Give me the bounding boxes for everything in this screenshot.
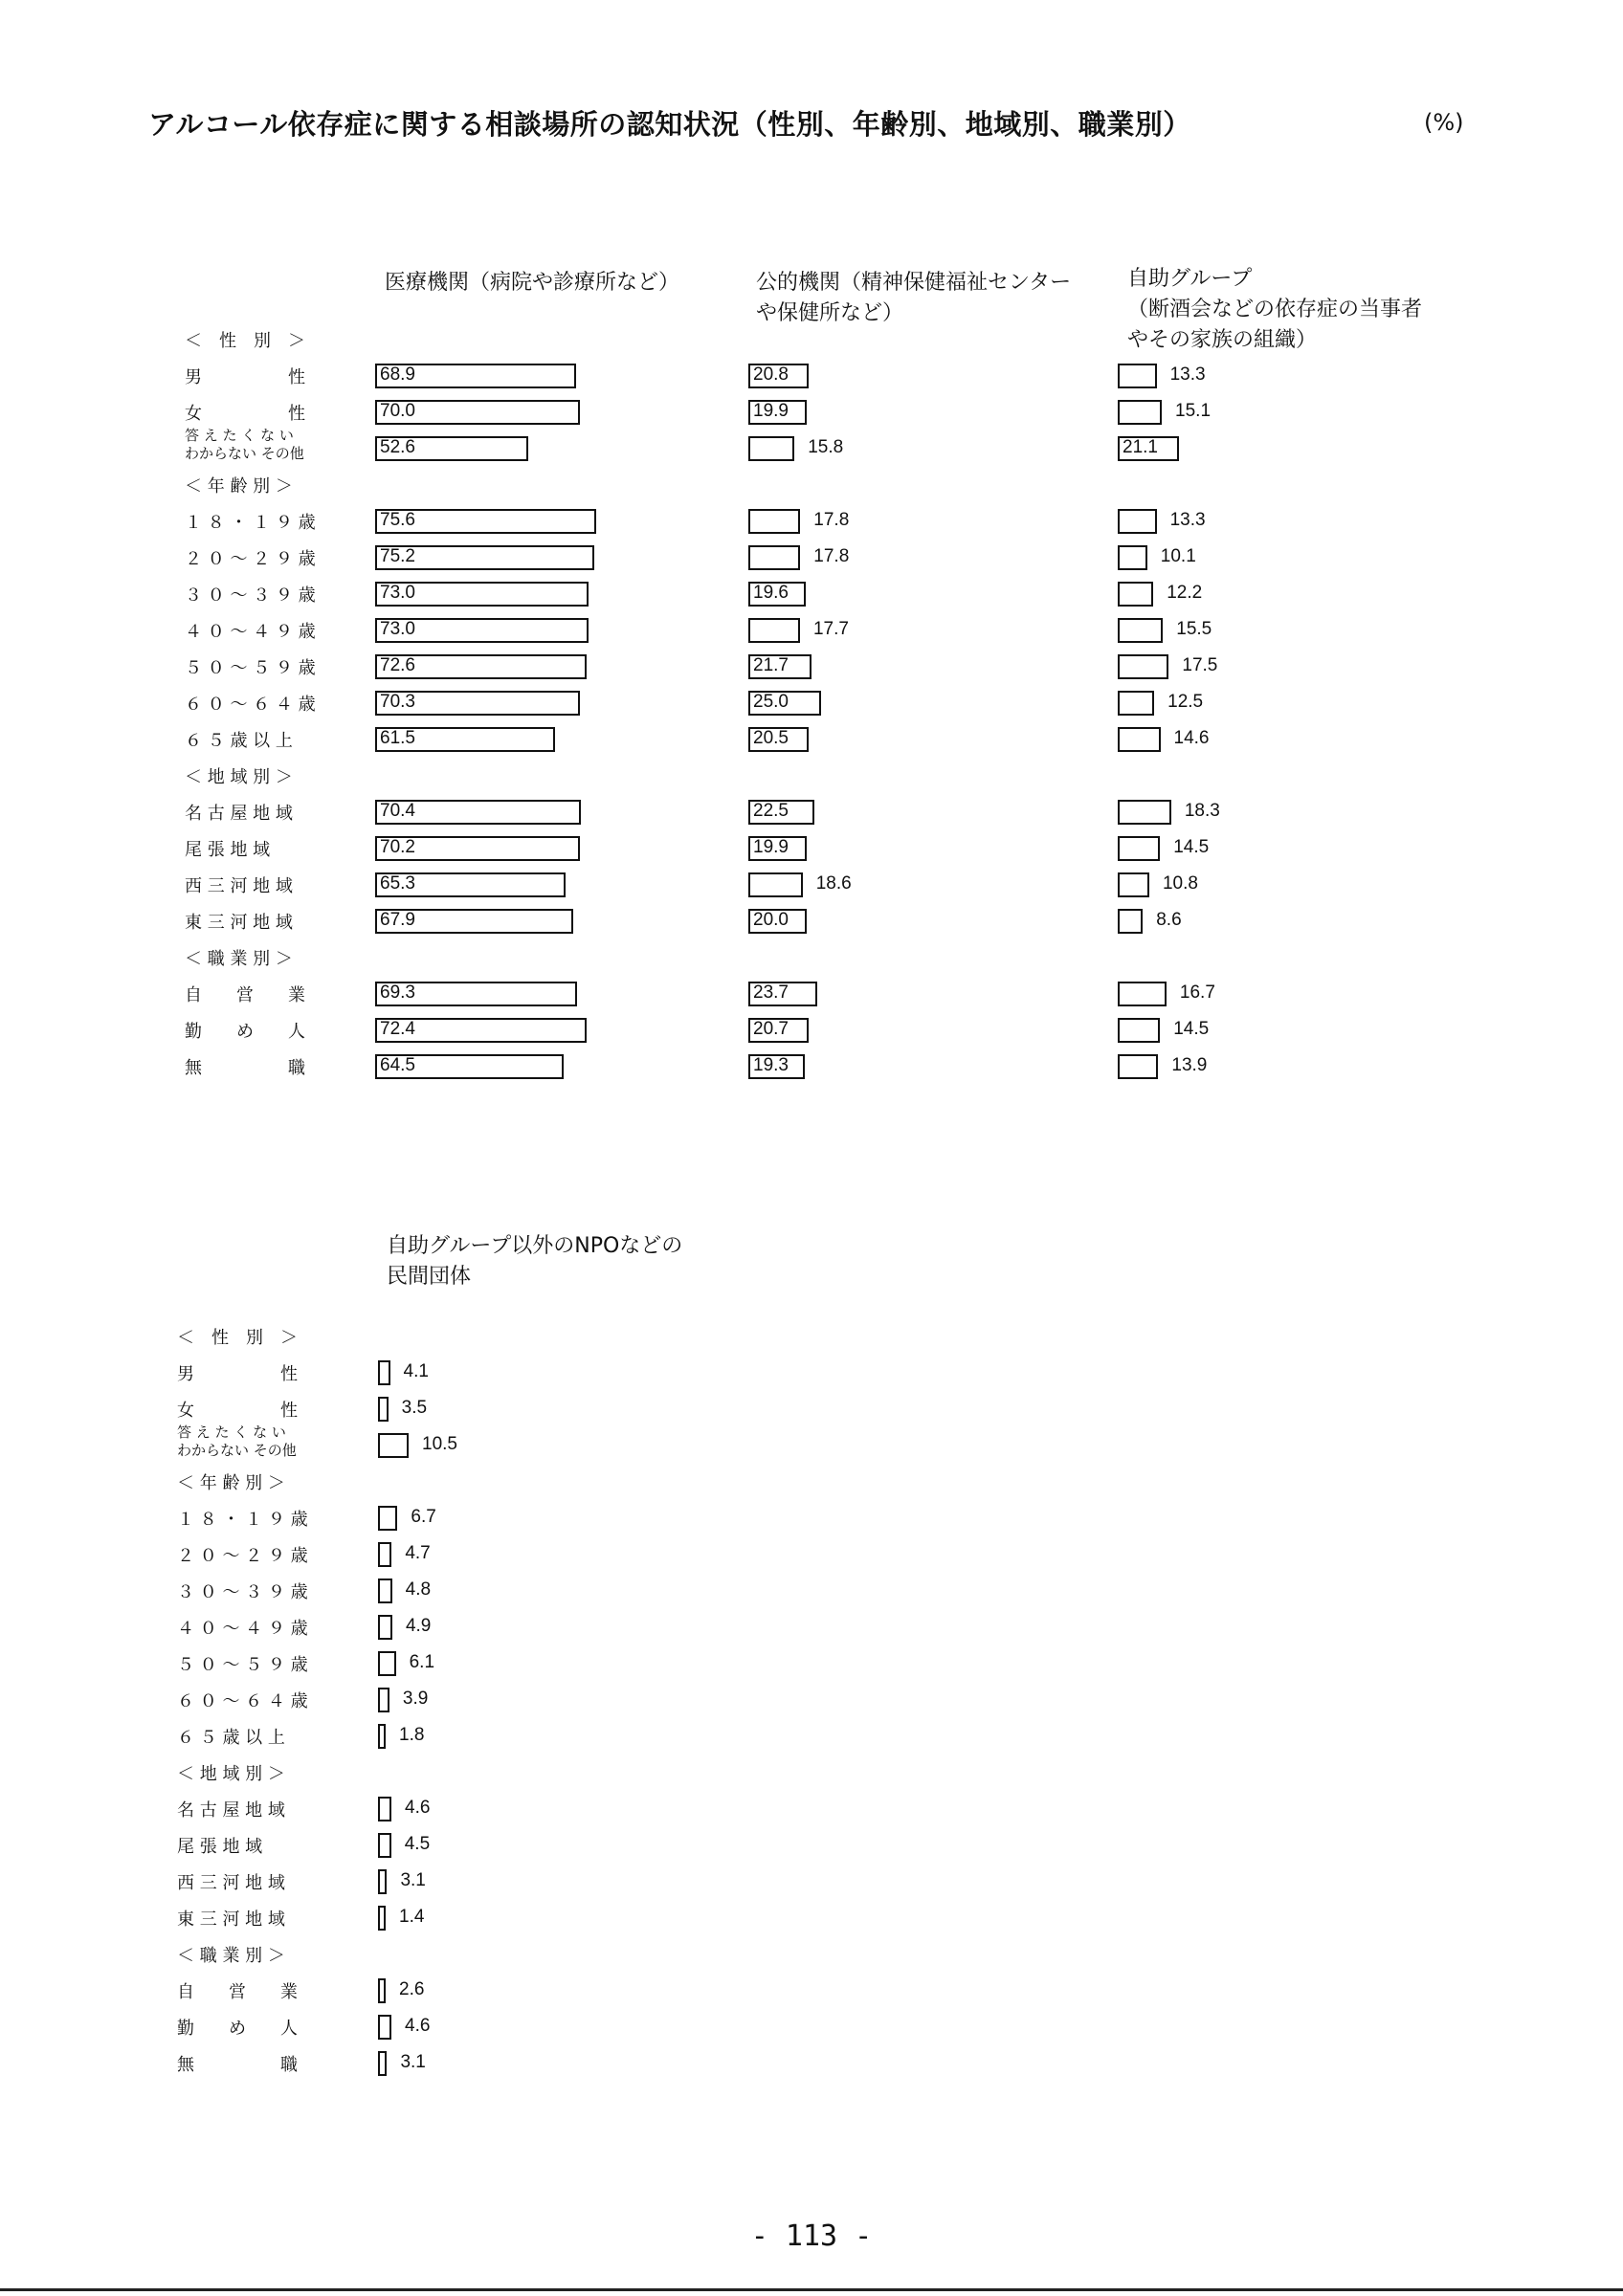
chart-3-bar-15 [378,2015,391,2040]
chart-2-bar-7 [1118,654,1168,679]
chart-1-bar-6 [748,618,800,643]
chart-0-value-12: 65.3 [380,873,415,894]
chart-0-value-13: 67.9 [380,910,415,930]
chart-0-value-6: 73.0 [380,619,415,639]
chart-2-value-15: 14.5 [1173,1019,1210,1039]
chart-3-value-9: 1.8 [399,1725,425,1745]
chart-0-value-1: 70.0 [380,401,415,421]
chart-0-value-14: 69.3 [380,982,415,1003]
row-label-3-15: 西 三 河 地 域 [177,1873,285,1893]
chart-3-bar-2 [378,1433,409,1458]
chart-2-bar-8 [1118,691,1154,716]
chart-0-value-0: 68.9 [380,364,415,385]
chart-3-value-3: 6.7 [411,1507,436,1527]
chart-2-value-6: 15.5 [1176,619,1212,639]
section-label-0-17: ＜ 職 業 別 ＞ [185,949,293,969]
chart-3-value-1: 3.5 [401,1398,428,1418]
page-number: - 113 - [750,2219,873,2253]
chart-1-value-5: 19.6 [753,583,789,603]
chart-3-value-12: 3.1 [400,1870,426,1890]
chart-1-bar-2 [748,436,794,461]
chart-3-bar-14 [378,1978,386,2003]
section-label-0-4: ＜ 年 齢 別 ＞ [185,476,293,497]
chart-0-value-11: 70.2 [380,837,415,857]
chart-1-value-8: 25.0 [753,692,789,712]
row-label-3-13: 名 古 屋 地 域 [177,1800,285,1821]
row-label-0-1: 男 性 [185,367,305,387]
row-label-0-9: ５ ０ ～ ５ ９ 歳 [185,658,316,678]
row-label-3-1: 男 性 [177,1364,298,1384]
row-label-3-20: 無 職 [177,2055,298,2075]
chart-2-value-12: 10.8 [1162,873,1198,894]
row-label-0-8: ４ ０ ～ ４ ９ 歳 [185,622,316,642]
chart-3-value-6: 4.9 [405,1616,432,1636]
row-label-0-11: ６ ５ 歳 以 上 [185,731,293,751]
chart-3-header: 自助グループ以外のNPOなどの 民間団体 [387,1234,683,1289]
chart-2-value-16: 13.9 [1171,1055,1208,1075]
chart-1-value-6: 17.7 [812,619,849,639]
chart-1-value-13: 20.0 [753,910,789,930]
chart-2-bar-3 [1118,509,1157,534]
chart-3-bar-6 [378,1615,392,1640]
row-label-0-5: １ ８ ・ １ ９ 歳 [185,513,316,533]
bottom-rule [0,2288,1623,2291]
section-label-3-17: ＜ 職 業 別 ＞ [177,1946,285,1966]
chart-0-value-2: 52.6 [380,437,415,457]
row-label-3-18: 自 営 業 [177,1982,298,2002]
row-label-0-16: 東 三 河 地 域 [185,913,293,933]
row-label-0-10: ６ ０ ～ ６ ４ 歳 [185,695,316,715]
section-label-3-4: ＜ 年 齢 別 ＞ [177,1473,285,1493]
chart-0-value-5: 73.0 [380,583,415,603]
chart-3-bar-8 [378,1688,389,1712]
chart-2-value-3: 13.3 [1169,510,1206,530]
chart-3-value-14: 2.6 [399,1979,425,1999]
row-label-3-16: 東 三 河 地 域 [177,1910,285,1930]
row-label-0-13: 名 古 屋 地 域 [185,804,293,824]
chart-1-value-7: 21.7 [753,655,789,675]
chart-3-bar-12 [378,1869,387,1894]
chart-0-value-16: 64.5 [380,1055,415,1075]
chart-3-bar-11 [378,1833,391,1858]
chart-2-value-8: 12.5 [1167,692,1204,712]
chart-2-value-5: 12.2 [1167,583,1203,603]
row-label-0-14: 尾 張 地 域 [185,840,271,860]
chart-1-value-10: 22.5 [753,801,789,821]
chart-2-bar-0 [1118,364,1157,388]
row-label-0-3: 答 え た く な い わからない その他 [185,427,304,462]
chart-2-bar-15 [1118,1018,1160,1043]
chart-1-value-3: 17.8 [813,510,850,530]
row-label-0-2: 女 性 [185,404,305,424]
chart-2-value-14: 16.7 [1179,982,1215,1003]
chart-0-value-9: 61.5 [380,728,415,748]
unit-label: (%) [1424,109,1464,136]
chart-1-value-16: 19.3 [753,1055,789,1075]
chart-2-bar-13 [1118,909,1143,934]
chart-2-value-2: 21.1 [1123,437,1158,457]
chart-3-bar-3 [378,1506,397,1531]
row-label-3-7: ３ ０ ～ ３ ９ 歳 [177,1582,308,1602]
row-label-3-10: ６ ０ ～ ６ ４ 歳 [177,1691,308,1711]
chart-1-value-12: 18.6 [815,873,852,894]
chart-3-value-15: 4.6 [405,2016,431,2036]
row-label-3-3: 答 え た く な い わからない その他 [177,1424,297,1459]
chart-1-value-14: 23.7 [753,982,789,1003]
chart-3-value-7: 6.1 [409,1652,435,1672]
section-label-0-0: ＜ 性 別 ＞ [185,331,305,351]
chart-0-header: 医療機関（病院や診療所など） [385,271,680,295]
chart-3-bar-0 [378,1360,390,1385]
row-label-0-19: 勤 め 人 [185,1022,305,1042]
row-label-3-6: ２ ０ ～ ２ ９ 歳 [177,1546,308,1566]
chart-1-value-2: 15.8 [808,437,844,457]
chart-0-value-4: 75.2 [380,546,415,566]
chart-3-bar-10 [378,1797,391,1821]
chart-3-bar-7 [378,1651,396,1676]
chart-3-value-8: 3.9 [402,1689,429,1709]
chart-3-bar-5 [378,1578,392,1603]
chart-0-value-10: 70.4 [380,801,415,821]
chart-0-value-7: 72.6 [380,655,415,675]
row-label-0-15: 西 三 河 地 域 [185,876,293,896]
row-label-0-7: ３ ０ ～ ３ ９ 歳 [185,585,316,606]
row-label-0-18: 自 営 業 [185,985,305,1005]
chart-2-header: 自助グループ （断酒会などの依存症の当事者 やその家族の組織） [1127,267,1423,352]
chart-2-bar-4 [1118,545,1147,570]
row-label-3-11: ６ ５ 歳 以 上 [177,1728,285,1748]
chart-2-value-0: 13.3 [1169,364,1206,385]
chart-3-bar-13 [378,1906,386,1931]
chart-3-value-2: 10.5 [422,1434,457,1454]
chart-2-value-10: 18.3 [1184,801,1220,821]
chart-3-value-13: 1.4 [399,1907,425,1927]
row-label-0-20: 無 職 [185,1058,305,1078]
row-label-3-9: ５ ０ ～ ５ ９ 歳 [177,1655,308,1675]
row-label-3-14: 尾 張 地 域 [177,1837,263,1857]
chart-2-value-7: 17.5 [1182,655,1218,675]
chart-3-bar-4 [378,1542,391,1567]
row-label-3-2: 女 性 [177,1401,298,1421]
chart-1-value-4: 17.8 [813,546,850,566]
chart-2-bar-16 [1118,1054,1158,1079]
chart-2-value-13: 8.6 [1156,910,1182,930]
chart-3-value-16: 3.1 [400,2052,426,2072]
chart-2-bar-12 [1118,872,1149,897]
chart-2-value-4: 10.1 [1160,546,1196,566]
chart-1-value-15: 20.7 [753,1019,789,1039]
chart-2-value-9: 14.6 [1173,728,1210,748]
chart-2-bar-10 [1118,800,1171,825]
chart-0-value-8: 70.3 [380,692,415,712]
chart-3-value-4: 4.7 [405,1543,431,1563]
row-label-3-8: ４ ０ ～ ４ ９ 歳 [177,1619,308,1639]
chart-3-bar-9 [378,1724,386,1749]
page-title: アルコール依存症に関する相談場所の認知状況（性別、年齢別、地域別、職業別） [148,108,1191,141]
chart-2-bar-5 [1118,582,1153,607]
chart-3-value-5: 4.8 [405,1579,432,1600]
row-label-3-5: １ ８ ・ １ ９ 歳 [177,1510,308,1530]
chart-1-bar-3 [748,509,800,534]
chart-3-value-10: 4.6 [405,1798,431,1818]
chart-1-bar-4 [748,545,800,570]
chart-1-value-9: 20.5 [753,728,789,748]
chart-2-value-1: 15.1 [1175,401,1212,421]
chart-3-bar-16 [378,2051,387,2076]
chart-3-value-0: 4.1 [403,1361,429,1381]
chart-3-bar-1 [378,1397,389,1422]
row-label-0-6: ２ ０ ～ ２ ９ 歳 [185,549,316,569]
chart-2-bar-9 [1118,727,1161,752]
chart-1-header: 公的機関（精神保健福祉センター や保健所など） [756,271,1072,325]
chart-1-value-0: 20.8 [753,364,789,385]
chart-2-bar-11 [1118,836,1160,861]
chart-2-value-11: 14.5 [1173,837,1210,857]
chart-3-value-11: 4.5 [404,1834,431,1854]
chart-0-value-15: 72.4 [380,1019,415,1039]
chart-2-bar-14 [1118,982,1167,1006]
section-label-3-0: ＜ 性 別 ＞ [177,1328,298,1348]
chart-1-bar-12 [748,872,803,897]
chart-1-value-1: 19.9 [753,401,789,421]
section-label-0-12: ＜ 地 域 別 ＞ [185,767,293,787]
chart-2-bar-1 [1118,400,1162,425]
chart-1-value-11: 19.9 [753,837,789,857]
chart-0-value-3: 75.6 [380,510,415,530]
chart-2-bar-6 [1118,618,1163,643]
section-label-3-12: ＜ 地 域 別 ＞ [177,1764,285,1784]
row-label-3-19: 勤 め 人 [177,2019,298,2039]
